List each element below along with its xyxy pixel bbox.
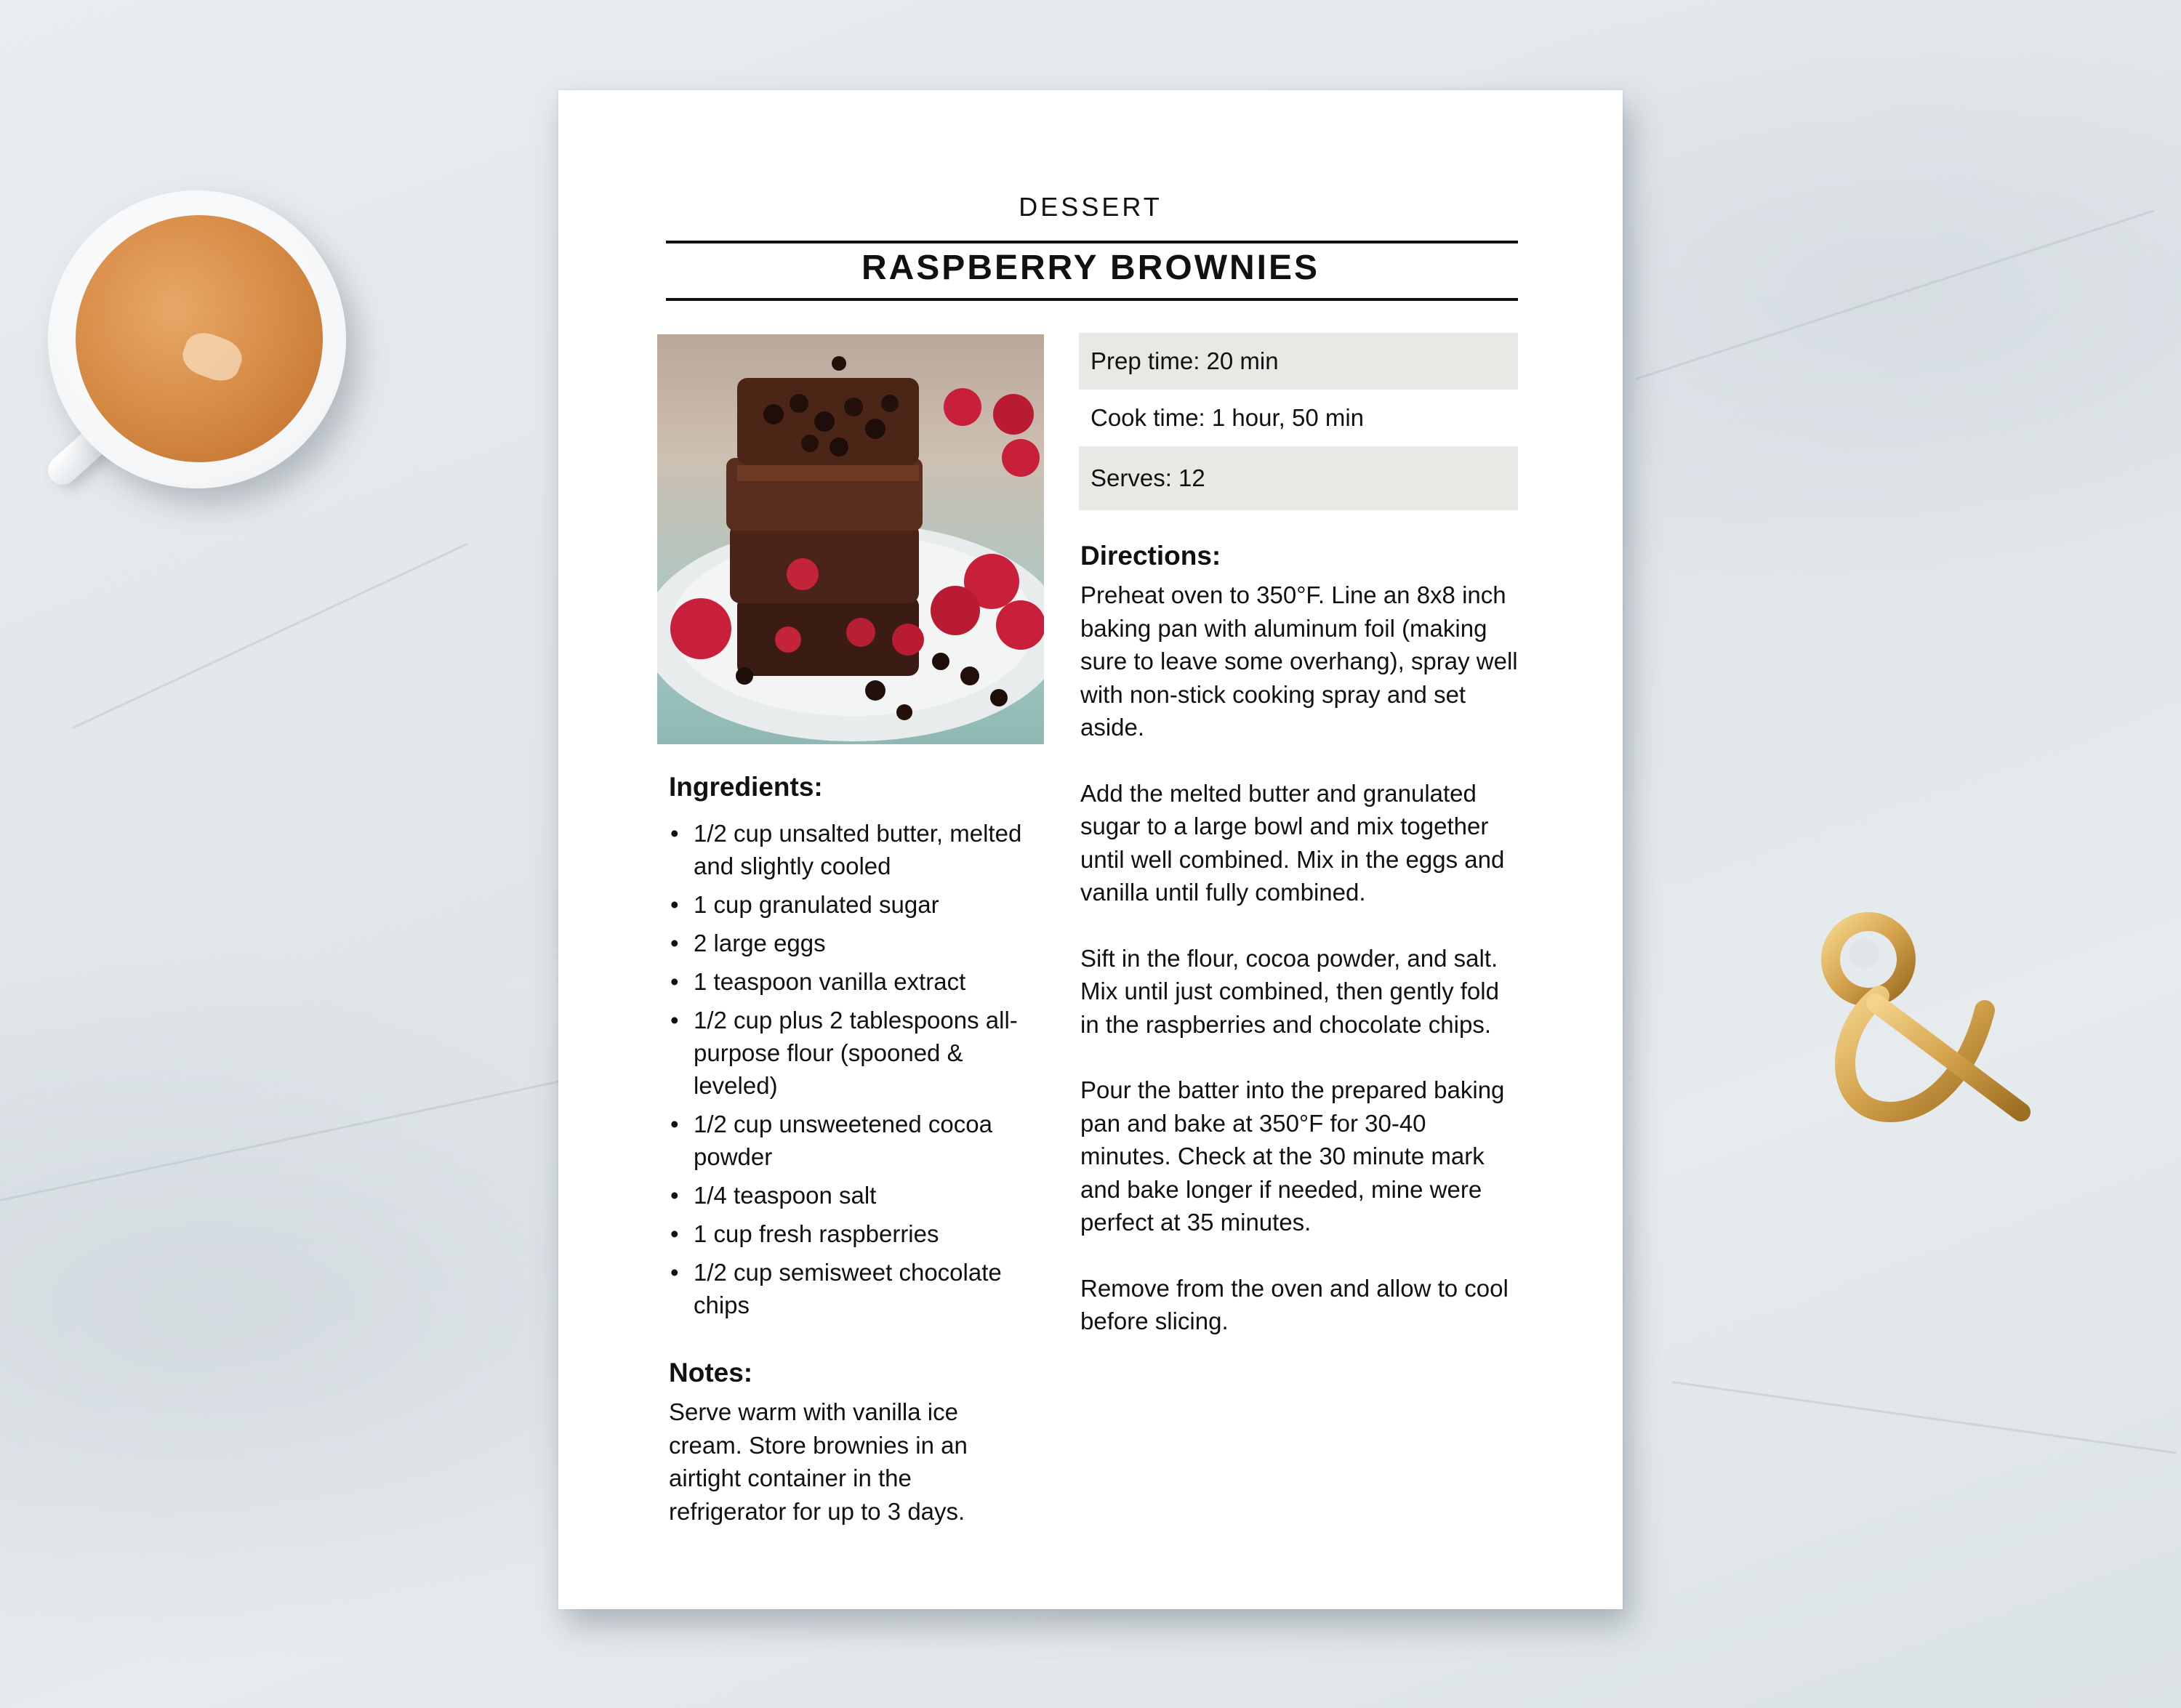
ingredient-text: 1/2 cup plus 2 tablespoons all-purpose flour (spooned & leveled) (694, 1007, 1018, 1099)
marble-vein (0, 1063, 640, 1201)
directions-heading: Directions: (1080, 541, 1221, 571)
bullet: • (670, 891, 679, 918)
notes-heading: Notes: (669, 1358, 753, 1387)
direction-step: Pour the batter into the prepared baking pan and bake at 350°F for 30-40 minutes. Check at the 30 minute mark and bake longer if needed, mine were perfect at 35 minutes. (1080, 1076, 1505, 1236)
bullet: • (670, 968, 679, 995)
ingredient-item (669, 1004, 1047, 1102)
ingredient-item (669, 1108, 1047, 1173)
ingredient-text: 1 cup granulated sugar (694, 891, 939, 918)
ingredient-item (669, 1217, 1047, 1250)
direction-step: Sift in the flour, cocoa powder, and salt. Mix until just combined, then gently fold in the raspberries and chocolate chips. (1080, 944, 1499, 1038)
ingredient-item (669, 1256, 1047, 1321)
direction-step: Remove from the oven and allow to cool before slicing. (1080, 1274, 1509, 1334)
title-rule-top (666, 241, 1518, 243)
bullet: • (670, 930, 679, 956)
directions-text (1080, 579, 1519, 1371)
marble-vein (1672, 1381, 2177, 1454)
prep-time-text: Prep time: 20 min (1090, 347, 1279, 374)
ingredients-list (669, 817, 1047, 1327)
ingredients-heading: Ingredients: (669, 772, 823, 802)
recipe-category: DESSERT (1019, 192, 1162, 222)
title-rule-bottom (666, 298, 1518, 301)
ingredient-item (669, 965, 1047, 998)
bullet: • (670, 1007, 679, 1034)
serves (1079, 446, 1518, 510)
notes-text: Serve warm with vanilla ice cream. Store brownies in an airtight container in the refrigerator for up to 3 days. (669, 1398, 968, 1525)
ingredient-item (669, 817, 1047, 882)
cook-time (1079, 390, 1518, 446)
bullet: • (670, 1259, 679, 1286)
brownie-image (657, 334, 1044, 744)
recipe-card (558, 90, 1623, 1609)
ingredient-text: 1 cup fresh raspberries (694, 1220, 939, 1247)
ingredient-item (669, 927, 1047, 959)
ingredient-text: 1/2 cup unsalted butter, melted and slightly cooled (694, 820, 1022, 879)
marble-vein (1636, 209, 2155, 380)
ingredient-text: 2 large eggs (694, 930, 826, 956)
direction-step: Preheat oven to 350°F. Line an 8x8 inch baking pan with aluminum foil (making sure to leave some overhang), spray well with non-stick cooking spray and set aside. (1080, 581, 1518, 741)
ingredient-item (669, 888, 1047, 921)
bullet: • (670, 1111, 679, 1137)
ingredient-text: 1 teaspoon vanilla extract (694, 968, 966, 995)
ingredient-text: 1/2 cup unsweetened cocoa powder (694, 1111, 992, 1170)
recipe-title: RASPBERRY BROWNIES (861, 249, 1320, 287)
direction-step: Add the melted butter and granulated sugar to a large bowl and mix together until well combined. Mix in the eggs and vanilla until fully combined. (1080, 779, 1505, 906)
bullet: • (670, 1182, 679, 1209)
bullet: • (670, 1220, 679, 1247)
marble-vein (72, 543, 468, 729)
serves-text: Serves: 12 (1090, 464, 1205, 491)
prep-time (1079, 333, 1518, 390)
bullet: • (670, 820, 679, 847)
ingredient-text: 1/4 teaspoon salt (694, 1182, 877, 1209)
brownie-photo (657, 334, 1044, 744)
cook-time-text: Cook time: 1 hour, 50 min (1090, 404, 1365, 431)
ingredient-item (669, 1179, 1047, 1212)
ingredient-text: 1/2 cup semisweet chocolate chips (694, 1259, 1002, 1318)
ampersand-bottle-opener-icon (1788, 894, 2050, 1156)
